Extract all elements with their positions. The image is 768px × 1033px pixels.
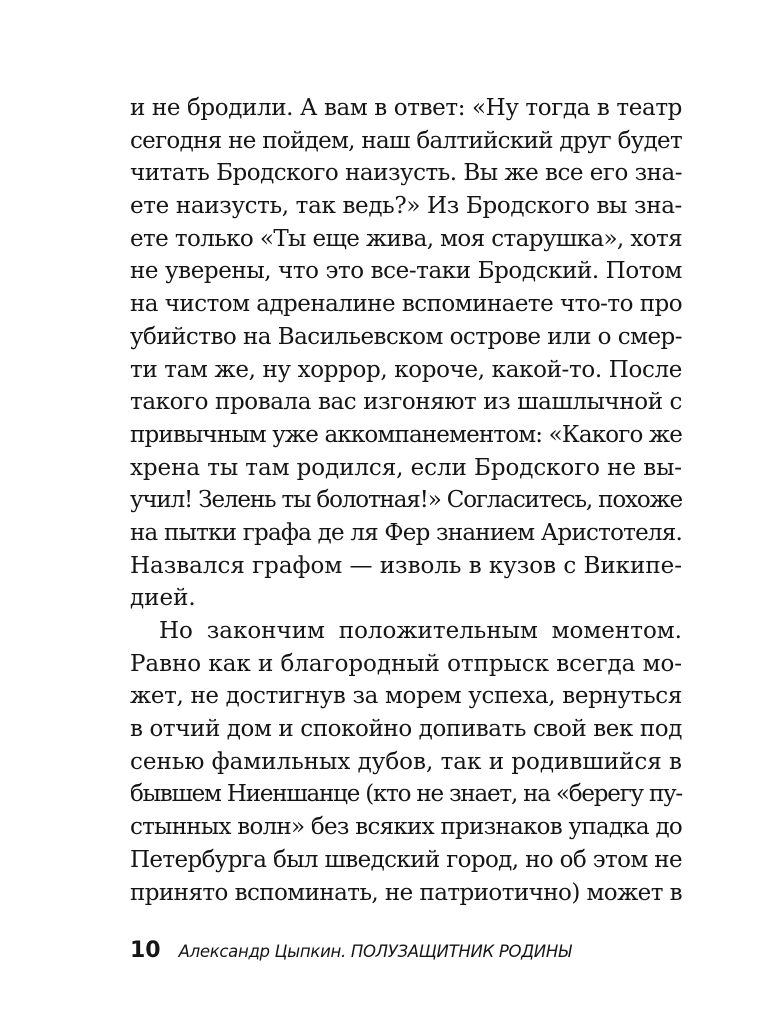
- text-line: бывшем Ниеншанце (кто не знает, на «берегу пу-: [130, 781, 682, 808]
- paragraph-1: [130, 92, 682, 615]
- text-line: Но закончим положительным моментом.: [159, 618, 682, 644]
- page-number: 10: [130, 938, 161, 963]
- text-line: не уверены, что это все-таки Бродский. Потом: [130, 258, 682, 285]
- text-line: ти там же, ну хоррор, короче, какой-то. После: [130, 356, 682, 383]
- paragraph-2: [130, 615, 682, 909]
- text-line: учил! Зелень ты болотная!» Согласитесь, похоже: [130, 487, 682, 514]
- running-title: Александр Цыпкин. ПОЛУЗАЩИТНИК РОДИНЫ: [178, 942, 572, 961]
- body-text: [130, 92, 682, 909]
- text-line: стынных волн» без всяких признаков упадка до: [130, 814, 682, 841]
- text-line: читать Бродского наизусть. Вы же все его зна-: [130, 160, 683, 187]
- text-line: убийство на Васильевском острове или о смер-: [130, 323, 682, 350]
- text-line: Равно как и благородный отпрыск всегда мо-: [130, 650, 682, 677]
- text-line: привычным уже аккомпанементом: «Какого же: [130, 421, 682, 448]
- text-line: жет, не достигнув за морем успеха, вернуться: [130, 683, 682, 710]
- text-line: на пытки графа де ля Фер знанием Аристотеля.: [130, 519, 683, 546]
- text-line: в отчий дом и спокойно допивать свой век под: [130, 716, 683, 743]
- text-line: Назвался графом — изволь в кузов с Википе-: [130, 552, 682, 579]
- text-line: сенью фамильных дубов, так и родившийся в: [130, 748, 683, 775]
- text-line: ете только «Ты еще жива, моя старушка», хотя: [130, 225, 682, 252]
- text-line: дией.: [130, 585, 196, 612]
- text-line: такого провала вас изгоняют из шашлычной с: [130, 389, 682, 416]
- text-line: хрена ты там родился, если Бродского не вы-: [130, 454, 682, 481]
- page-footer: [130, 934, 571, 968]
- text-line: принято вспоминать, не патриотично) может в: [130, 879, 682, 906]
- text-line: сегодня не пойдем, наш балтийский друг будет: [130, 127, 682, 154]
- text-line: на чистом адреналине вспоминаете что-то про: [130, 291, 683, 318]
- text-line: Петербурга был шведский город, но об этом не: [130, 846, 682, 873]
- text-line: ете наизусть, так ведь?» Из Бродского вы зна-: [130, 193, 682, 220]
- text-line: и не бродили. А вам в ответ: «Ну тогда в театр: [130, 95, 683, 121]
